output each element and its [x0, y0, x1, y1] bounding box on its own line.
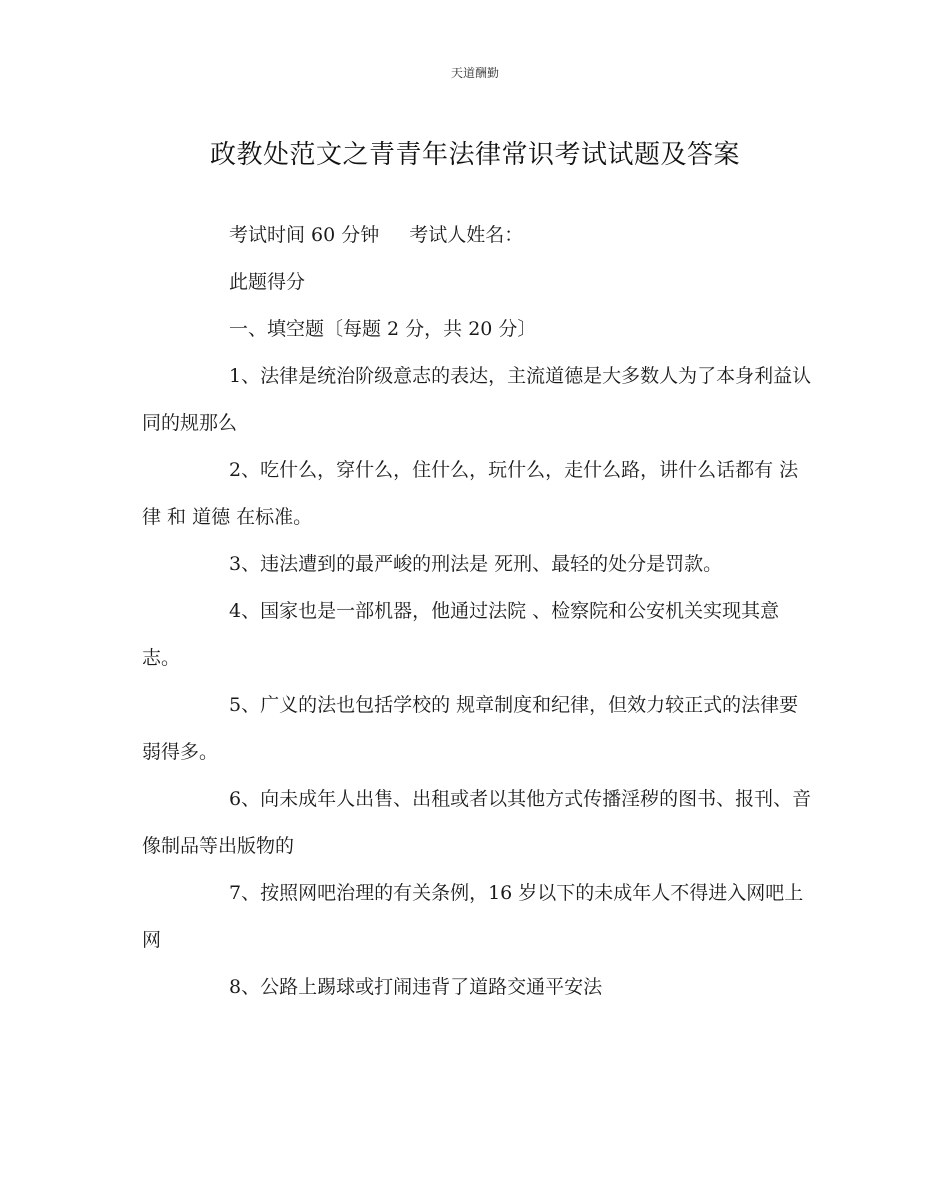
page-header: 天道酬勤: [450, 66, 499, 80]
question-1: 1、法律是统治阶级意志的表达，主流道德是大多数人为了本身利益认同的规那么: [142, 365, 812, 434]
exam-info-line: [142, 212, 812, 259]
question-8: 8、公路上踢球或打闹违背了道路交通平安法: [229, 976, 603, 998]
question-7: 7、按照网吧治理的有关条例，16 岁以下的未成年人不得进入网吧上网: [142, 882, 804, 951]
examinee-name-label: 考试人姓名：: [409, 224, 524, 246]
question-2: 2、吃什么，穿什么，住什么，玩什么，走什么路，讲什么话都有 法律 和 道德 在标准。: [142, 459, 799, 528]
score-label: 此题得分: [229, 271, 306, 293]
exam-time: 考试时间 60 分钟: [229, 224, 380, 246]
document-body: [142, 212, 812, 1011]
question-4: 4、国家也是一部机器，他通过法院 、检察院和公安机关实现其意志。: [142, 600, 780, 669]
question-3: 3、违法遭到的最严峻的刑法是 死刑、最轻的处分是罚款。: [229, 553, 723, 575]
question-5: 5、广义的法也包括学校的 规章制度和纪律，但效力较正式的法律要弱得多。: [142, 694, 799, 763]
section-heading: 一、填空题〔每题 2 分，共 20 分〕: [229, 318, 537, 340]
document-title: 政教处范文之青青年法律常识考试试题及答案: [209, 140, 740, 170]
question-6: 6、向未成年人出售、出租或者以其他方式传播淫秽的图书、报刊、音像制品等出版物的: [142, 788, 812, 857]
